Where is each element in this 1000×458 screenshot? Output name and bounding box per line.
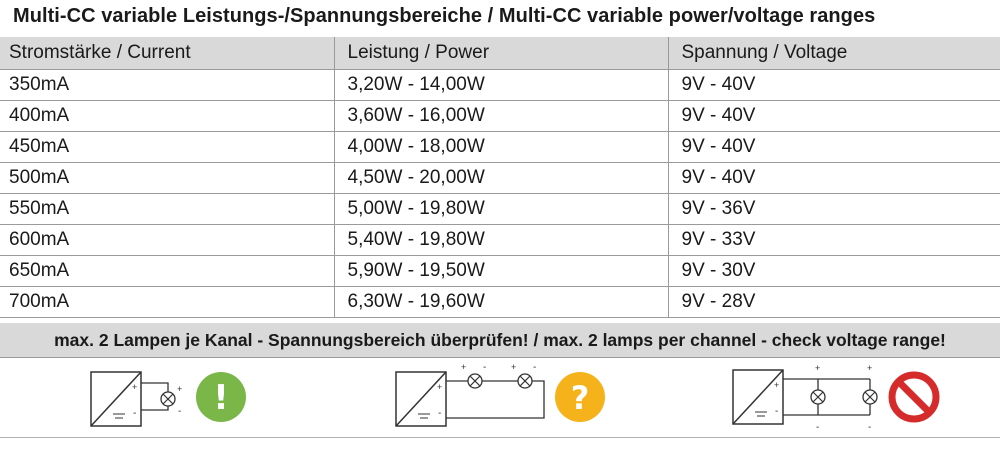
question-mark: ? — [570, 379, 590, 417]
lamp-icon — [863, 390, 877, 404]
power-cell: 3,20W - 14,00W — [334, 70, 668, 101]
table-row — [0, 101, 1000, 132]
voltage-cell: 9V - 40V — [668, 132, 1000, 163]
current-cell: 600mA — [0, 225, 334, 256]
wiring-diagram-parallel-lamps — [730, 358, 945, 438]
current-header: Stromstärke / Current — [0, 37, 334, 70]
table-row — [0, 70, 1000, 101]
driver-minus: - — [133, 408, 137, 419]
voltage-cell: 9V - 40V — [668, 70, 1000, 101]
table-row — [0, 132, 1000, 163]
voltage-cell: 9V - 40V — [668, 163, 1000, 194]
driver-plus: + — [774, 380, 780, 390]
power-cell: 4,00W - 18,00W — [334, 132, 668, 163]
lamp-minus: - — [868, 422, 872, 433]
power-cell: 4,50W - 20,00W — [334, 163, 668, 194]
exclamation-mark: ! — [213, 378, 229, 418]
lamp-icon — [161, 392, 175, 406]
lamp-plus: + — [511, 362, 517, 372]
voltage-cell: 9V - 40V — [668, 101, 1000, 132]
power-header: Leistung / Power — [334, 37, 668, 70]
power-cell: 6,30W - 19,60W — [334, 287, 668, 318]
lamp-plus: + — [177, 384, 183, 394]
voltage-cell: 9V - 33V — [668, 225, 1000, 256]
power-cell: 3,60W - 16,00W — [334, 101, 668, 132]
wiring-diagram-single-lamp — [88, 358, 253, 438]
current-cell: 350mA — [0, 70, 334, 101]
current-cell: 700mA — [0, 287, 334, 318]
current-cell: 550mA — [0, 194, 334, 225]
table-row — [0, 256, 1000, 287]
table-row — [0, 163, 1000, 194]
power-cell: 5,40W - 19,80W — [334, 225, 668, 256]
lamp-minus: - — [816, 422, 820, 433]
ranges-table — [0, 37, 1000, 318]
lamp-limit-note: max. 2 Lampen je Kanal - Spannungsbereich überprüfen! / max. 2 lamps per channel - check voltage range! — [0, 323, 1000, 358]
lamp-icon — [518, 374, 532, 388]
page-title: Multi-CC variable Leistungs-/Spannungsbereiche / Multi-CC variable power/voltage ranges — [13, 5, 876, 27]
table-row — [0, 194, 1000, 225]
wiring-diagram-series-lamps — [393, 358, 618, 438]
voltage-cell: 9V - 36V — [668, 194, 1000, 225]
lamp-minus: - — [483, 362, 487, 373]
table-row — [0, 225, 1000, 256]
bottom-divider — [0, 437, 1000, 438]
table-header-row — [0, 37, 1000, 70]
question-icon — [555, 372, 605, 422]
power-cell: 5,90W - 19,50W — [334, 256, 668, 287]
lamp-plus: + — [815, 363, 821, 373]
driver-plus: + — [132, 382, 138, 392]
lamp-plus: + — [867, 363, 873, 373]
voltage-cell: 9V - 30V — [668, 256, 1000, 287]
power-cell: 5,00W - 19,80W — [334, 194, 668, 225]
current-cell: 500mA — [0, 163, 334, 194]
lamp-minus: - — [533, 362, 537, 373]
driver-plus: + — [437, 382, 443, 392]
voltage-header: Spannung / Voltage — [668, 37, 1000, 70]
current-cell: 400mA — [0, 101, 334, 132]
driver-minus: - — [438, 408, 442, 419]
driver-minus: - — [775, 406, 779, 417]
table-row — [0, 287, 1000, 318]
lamp-icon — [811, 390, 825, 404]
wiring-diagrams — [0, 358, 1000, 438]
lamp-plus: + — [461, 362, 467, 372]
current-cell: 650mA — [0, 256, 334, 287]
current-cell: 450mA — [0, 132, 334, 163]
lamp-icon — [468, 374, 482, 388]
voltage-cell: 9V - 28V — [668, 287, 1000, 318]
exclamation-icon — [196, 372, 246, 422]
prohibited-icon — [892, 375, 936, 419]
lamp-minus: - — [178, 406, 182, 417]
